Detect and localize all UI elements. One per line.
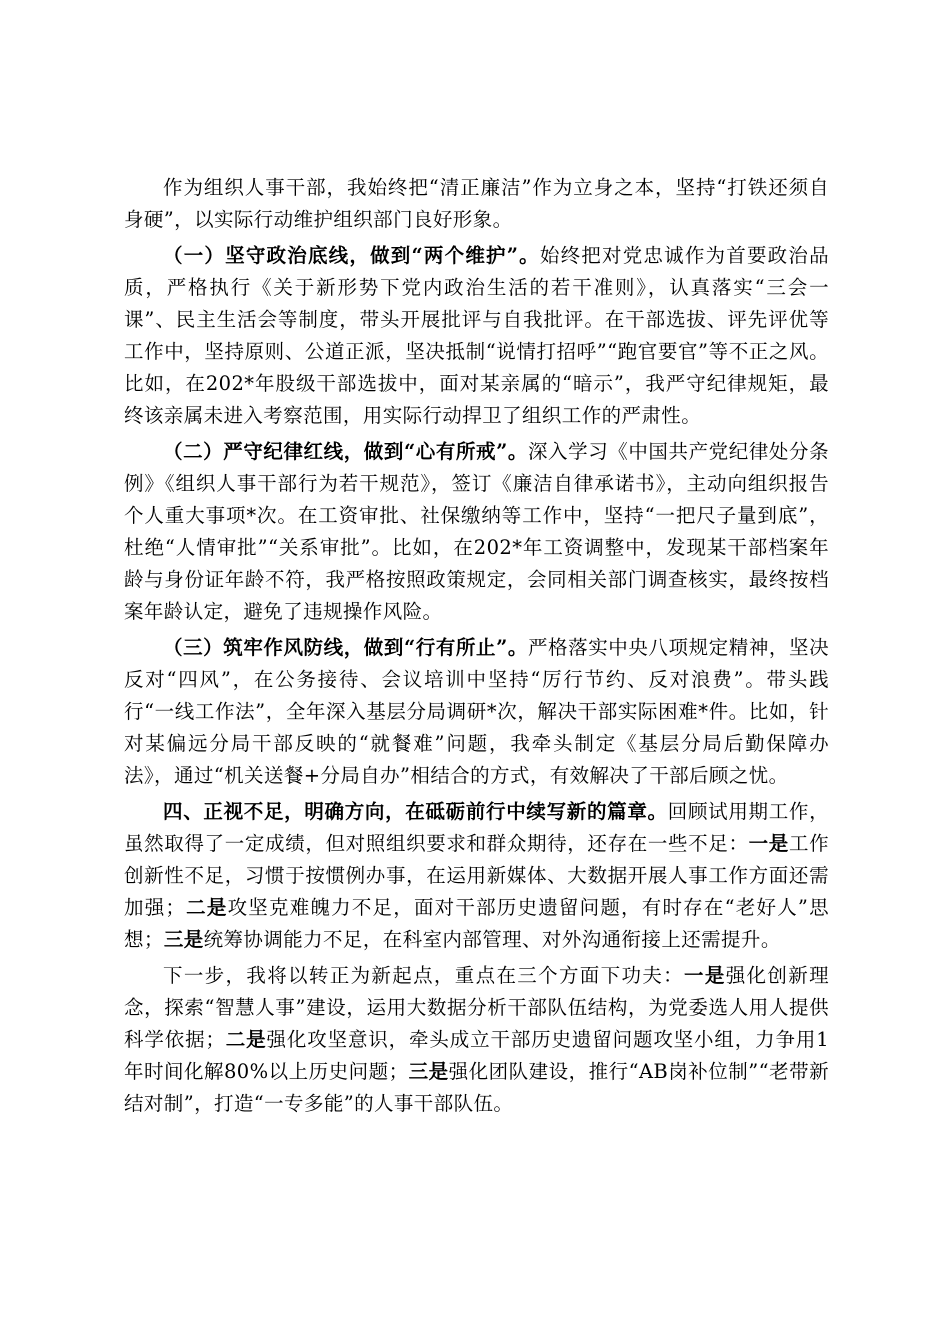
section-4-intro: 回顾试用期工作，虽然取得了一定成绩，但对照组织要求和群众期待，还存在一些不足： [124,800,829,855]
paragraph-section-2 [124,436,829,628]
paragraph-next-steps [124,960,829,1120]
paragraph-intro [124,172,829,236]
plan-2-label: 二是 [225,1028,267,1051]
plan-3-label: 三是 [408,1060,449,1083]
paragraph-section-1 [124,240,829,432]
plan-3-text: 强化团队建设，推行“AB岗补位制”“老带新结对制”，打造“一专多能”的人事干部队伍。 [124,1060,829,1115]
plan-2-text: 强化攻坚意识，牵头成立干部历史遗留问题攻坚小组，力争用1年时间化解80%以上历史问题； [124,1028,829,1083]
shortcoming-1-text: 工作创新性不足，习惯于按惯例办事，在运用新媒体、大数据开展人事工作方面还需加强； [124,832,829,919]
shortcoming-1-label: 一是 [748,832,789,855]
paragraph-section-4 [124,796,829,956]
section-1-heading: （一）坚守政治底线，做到“两个维护”。 [163,244,540,267]
plan-1-text: 强化创新理念，探索“智慧人事”建设，运用大数据分析干部队伍结构，为党委选人用人提供科学依据； [124,964,829,1051]
shortcoming-3-label: 三是 [163,928,204,951]
section-2-body: 深入学习《中国共产党纪律处分条例》《组织人事干部行为若干规范》，签订《廉洁自律承诺书》，主动向组织报告个人重大事项*次。在工资审批、社保缴纳等工作中，坚持“一把尺子量到底”，杜绝“人情审批”“关系审批”。比如，在202*年工资调整中，发现某干部档案年龄与身份证年龄不符，我严格按照政策规定，会同相关部门调查核实，最终按档案年龄认定，避免了违规操作风险。 [124,440,829,623]
next-steps-intro: 下一步，我将以转正为新起点，重点在三个方面下功夫： [163,964,685,987]
paragraph-section-3 [124,632,829,792]
document-body [124,172,829,1120]
section-2-heading: （二）严守纪律红线，做到“心有所戒”。 [163,440,528,463]
shortcoming-3-text: 统筹协调能力不足，在科室内部管理、对外沟通衔接上还需提升。 [203,928,781,951]
plan-1-label: 一是 [684,964,726,987]
intro-text: 作为组织人事干部，我始终把“清正廉洁”作为立身之本，坚持“打铁还须自身硬”，以实际行动维护组织部门良好形象。 [124,176,829,231]
section-1-body: 始终把对党忠诚作为首要政治品质，严格执行《关于新形势下党内政治生活的若干准则》，认真落实“三会一课”、民主生活会等制度，带头开展批评与自我批评。在干部选拔、评先评优等工作中，坚持原则、公道正派，坚决抵制“说情打招呼”“跑官要官”等不正之风。比如，在202*年股级干部选拔中，面对某亲属的“暗示”，我严守纪律规矩，最终该亲属未进入考察范围，用实际行动捍卫了组织工作的严肃性。 [124,244,829,427]
section-3-heading: （三）筑牢作风防线，做到“行有所止”。 [163,636,528,659]
section-3-body: 严格落实中央八项规定精神，坚决反对“四风”，在公务接待、会议培训中坚持“厉行节约、反对浪费”。带头践行“一线工作法”，全年深入基层分局调研*次，解决干部实际困难*件。比如，针对某偏远分局干部反映的“就餐难”问题，我牵头制定《基层分局后勤保障办法》，通过“机关送餐+分局自办”相结合的方式，有效解决了干部后顾之忧。 [124,636,829,787]
shortcoming-2-label: 二是 [185,896,228,919]
section-4-heading: 四、正视不足，明确方向，在砥砺前行中续写新的篇章。 [163,800,668,823]
shortcoming-2-text: 攻坚克难魄力不足，面对干部历史遗留问题，有时存在“老好人”思想； [124,896,829,951]
